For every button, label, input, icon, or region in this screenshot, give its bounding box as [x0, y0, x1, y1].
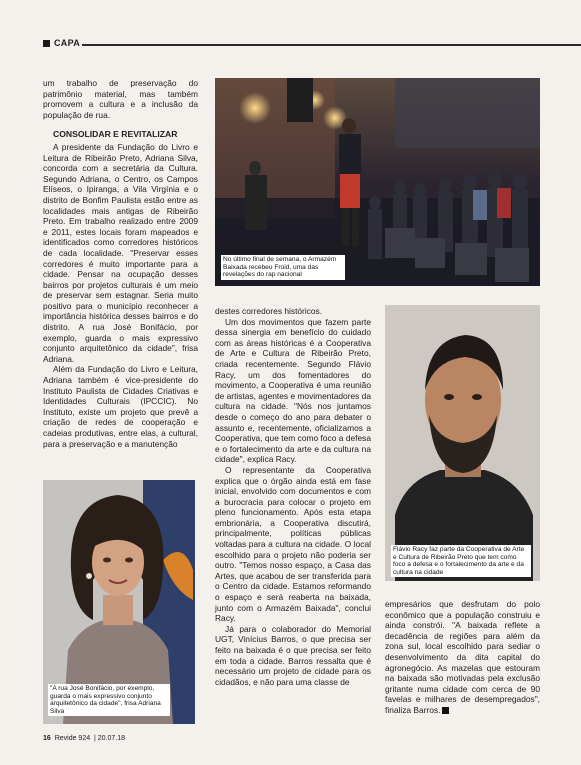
col2-paragraph-4: Já para o colaborador do Memorial UGT, Vinícius Barros, o que precisa ser feito na baixada é o que precisa ser feito em toda a cidade. Barros ressalta que é necessário um projeto de cidade para os cidadãos, e não para uma classe de [215, 623, 371, 687]
header-rule [82, 44, 581, 46]
section-marker-icon [43, 40, 50, 47]
racy-caption: Flávio Racy faz parte da Cooperativa de Arte e Cultura de Ribeirão Preto que tem como foco a defesa e o fortalecimento da arte e da cultura na cidade [391, 545, 531, 577]
col3-paragraph-1 [385, 599, 540, 716]
end-mark-icon [442, 707, 449, 714]
col2-paragraph-3: O representante da Cooperativa explica que o órgão ainda está em fase inicial, envolvido com documentos e com a burocracia para colocar o projeto em pleno funcionamento. Após esta etapa embrionária, a Cooperativa discutirá, principalmente, políticas públicas voltadas para a cultura na cidade. O local escolhido para o projeto não poderia ser outro. "Temos nosso espaço, a Casa das Artes, que acabou de ser transferida para o Centro da cidade. Estamos reformando o espaço e será reaberta na baixada, junto com o Armazém Baixada", conclui Racy. [215, 464, 371, 624]
racy-portrait [385, 305, 540, 581]
col1-paragraph-3: Além da Fundação do Livro e Leitura, Adriana também é vice-presidente do Instituto Paulista de Cidades Criativas e Identidades Culturais (IPCCIC). No Instituto, existe um projeto que prevê a criação de redes de cooperação e cadeias produtivas, entre elas, a cultural, para a preservação e a manutenção [43, 364, 198, 449]
section-label: CAPA [54, 38, 81, 48]
column-1 [43, 78, 198, 449]
concert-photo [215, 78, 540, 286]
issue-date: 20.07.18 [97, 735, 126, 742]
col1-paragraph-1: um trabalho de preservação do patrimônio material, mas também promovem a cultura e a inclusão da população de rua. [43, 78, 198, 120]
col2-paragraph-1: destes corredores históricos. [215, 306, 323, 316]
racy-photo [385, 305, 540, 581]
col1-paragraph-2: A presidente da Fundação do Livro e Leitura de Ribeirão Preto, Adriana Silva, concorda com a secretária da Cultura. Segundo Adriana, o Centro, os Campos Elíseos, o Ipiranga, a Vila Virgínia e o distrito de Bonfim Paulista estão entre as localidades mais antigas de Ribeirão Preto. Em trabalho realizado entre 2009 e 2011, estes locais foram mapeados e identificados como corredores históricos de cada localidade. "Preservar esses corredores é muito importante para a cidade. Pensar na ocupação desses bairros por projetos culturais é um meio de preservar sem estagnar. Seria muito positivo para o município reconhecer a importância histórica desses bairros e do distrito. A rua José Bonifácio, por exemplo, guarda o mais expressivo conjunto arquitetônico da cidade", frisa Adriana. [43, 141, 198, 364]
magazine-name: Revide 924 [54, 735, 91, 742]
column-3 [385, 599, 540, 716]
adriana-caption: "A rua José Bonifácio, por exemplo, guarda o mais expressivo conjunto arquitetônico da cidade", frisa Adriana Silva [48, 684, 170, 716]
section-header [43, 38, 80, 48]
concert-caption: No último final de semana, o Armazém Baixada recebeu Froid, uma das revelações do rap nacional [221, 255, 345, 280]
col2-paragraph-2: Um dos movimentos que fazem parte dessa sinergia em benefício do cuidado com as áreas históricas é a Cooperativa de Arte e Cultura de Ribeirão Preto, criada recentemente. Segundo Flávio Racy, um dos fomentadores do movimento, a Cooperativa é uma reunião de artistas, agentes e movimentadores da cultura na cidade. "Nós nos juntamos desde o começo do ano para debater o assunto e, recentemente, oficializamos a Cooperativa, que tem como foco a defesa e o fortalecimento da arte e da cultura na cidade", explica Racy. [215, 316, 371, 465]
page-footer: 16 Revide 924 | 20.07.18 [43, 735, 126, 742]
column-2 [215, 306, 371, 687]
page-number: 16 [43, 735, 51, 742]
adriana-photo [43, 480, 195, 724]
col3-text: empresários que desfrutam do polo econômico que a população construiu e ainda constrói. "A baixada reflete a decadência de regiões para além da zona sul, local escolhido para sediar o desenvolvimento da dita capital do agronegócio. As mazelas que estouram na baixada são motivadas pela exclusão gritante numa cidade com cerca de 90 favelas e milhares de desempregados", finaliza Barros. [385, 599, 540, 715]
subhead-consolidar: CONSOLIDAR E REVITALIZAR [53, 129, 178, 140]
